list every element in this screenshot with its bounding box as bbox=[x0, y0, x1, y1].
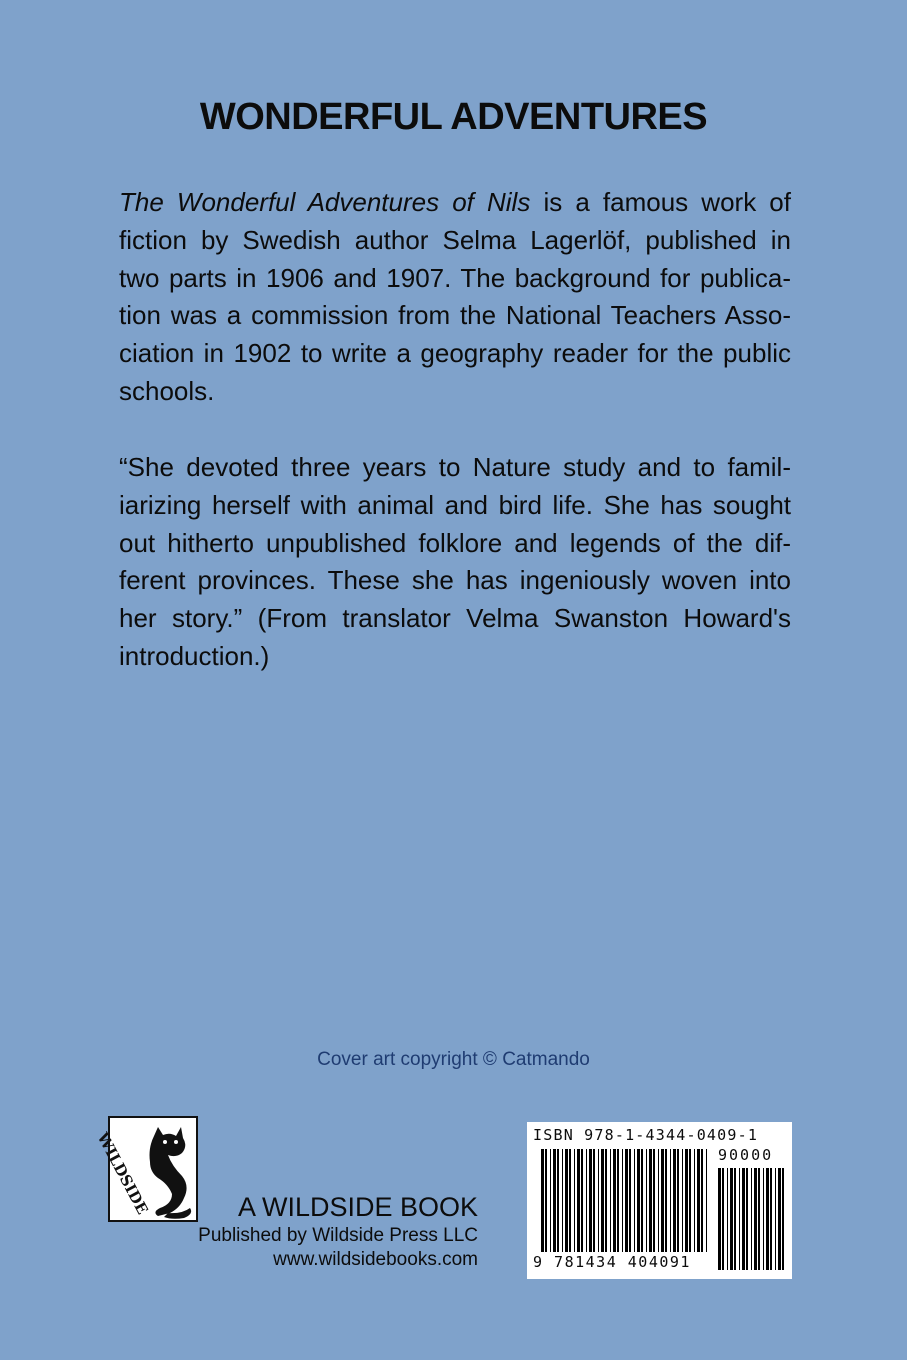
barcode-bar bbox=[598, 1149, 599, 1252]
barcode-bar bbox=[637, 1149, 640, 1252]
barcode-bar bbox=[751, 1168, 752, 1270]
barcode-bar bbox=[734, 1168, 736, 1270]
barcode-bar bbox=[746, 1168, 748, 1270]
barcode-bar bbox=[613, 1149, 616, 1252]
description-line-1-rest: is a famous work of bbox=[543, 187, 791, 217]
description-line: ciation in 1902 to write a geography reader for the public bbox=[119, 338, 791, 369]
barcode-bar bbox=[685, 1149, 688, 1252]
description-line: schools. bbox=[119, 375, 215, 406]
barcode-addon: 90000 bbox=[718, 1146, 774, 1164]
barcode-bar bbox=[694, 1149, 695, 1252]
barcode-bar bbox=[758, 1168, 760, 1270]
barcode-bar bbox=[617, 1149, 619, 1252]
barcode-bar bbox=[697, 1149, 700, 1252]
quote-line: ferent provinces. These she has ingeniously woven into bbox=[119, 565, 791, 596]
barcode-bar bbox=[569, 1149, 571, 1252]
barcode-bar bbox=[641, 1149, 643, 1252]
barcode-bar bbox=[722, 1168, 724, 1270]
translator-quote bbox=[119, 449, 791, 676]
quote-line: her story.” (From translator Velma Swanston Howard's bbox=[119, 603, 791, 634]
barcode-bar bbox=[718, 1168, 721, 1270]
barcode-bar bbox=[601, 1149, 604, 1252]
quote-line: “She devoted three years to Nature study and to famil- bbox=[119, 452, 791, 482]
barcode-bar bbox=[766, 1168, 769, 1270]
barcode-bar bbox=[562, 1149, 563, 1252]
cover-title: WONDERFUL ADVENTURES bbox=[199, 96, 708, 138]
barcode-bar bbox=[622, 1149, 623, 1252]
barcode-bar bbox=[701, 1149, 703, 1252]
cover-art-credit: Cover art copyright © Catmando bbox=[317, 1049, 590, 1070]
barcode-bar bbox=[550, 1149, 551, 1252]
quote-line: iarizing herself with animal and bird life. She has sought bbox=[119, 489, 791, 520]
barcode-bar bbox=[661, 1149, 664, 1252]
description-line: two parts in 1906 and 1907. The background for publica- bbox=[119, 262, 791, 293]
barcode-bar bbox=[610, 1149, 611, 1252]
barcode-bar bbox=[646, 1149, 647, 1252]
barcode-bar bbox=[670, 1149, 671, 1252]
barcode-bar bbox=[778, 1168, 781, 1270]
barcode-bar bbox=[658, 1149, 659, 1252]
barcode-bar bbox=[782, 1168, 784, 1270]
description-line bbox=[119, 184, 791, 222]
barcode-bar bbox=[625, 1149, 628, 1252]
barcode-bar bbox=[673, 1149, 676, 1252]
quote-line: introduction.) bbox=[119, 640, 270, 671]
barcode-bar bbox=[682, 1149, 683, 1252]
barcode-bar bbox=[565, 1149, 568, 1252]
barcode-bar bbox=[605, 1149, 607, 1252]
barcode-bar bbox=[677, 1149, 679, 1252]
barcode-bar bbox=[775, 1168, 776, 1270]
publisher-website: www.wildsidebooks.com bbox=[273, 1249, 478, 1270]
barcode-bar bbox=[574, 1149, 575, 1252]
description-line: fiction by Swedish author Selma Lagerlöf, published in bbox=[119, 224, 791, 255]
barcode-bar bbox=[689, 1149, 691, 1252]
barcode-bar bbox=[629, 1149, 631, 1252]
barcode-bar bbox=[586, 1149, 587, 1252]
barcode-bar bbox=[665, 1149, 667, 1252]
logo-text: WILDSIDE bbox=[93, 1129, 152, 1218]
book-title-italic: The Wonderful Adventures of Nils bbox=[119, 187, 531, 217]
barcode-bar bbox=[730, 1168, 733, 1270]
barcode-bar bbox=[545, 1149, 547, 1252]
barcode-bar bbox=[763, 1168, 764, 1270]
publisher-name: A WILDSIDE BOOK bbox=[237, 1192, 478, 1222]
barcode-bar bbox=[541, 1149, 544, 1252]
barcode-bar bbox=[739, 1168, 740, 1270]
barcode-bar bbox=[649, 1149, 652, 1252]
barcode-bar bbox=[653, 1149, 655, 1252]
published-by: Published by Wildside Press LLC bbox=[198, 1225, 478, 1246]
barcode-bar bbox=[577, 1149, 580, 1252]
ean-number: 9 781434 404091 bbox=[533, 1253, 691, 1271]
isbn-number: ISBN 978-1-4344-0409-1 bbox=[533, 1126, 759, 1144]
barcode-bar bbox=[553, 1149, 556, 1252]
quote-line: out hitherto unpublished folklore and legends of the dif- bbox=[119, 527, 791, 558]
barcode-bar bbox=[770, 1168, 772, 1270]
book-description bbox=[119, 184, 791, 411]
barcode-bar bbox=[557, 1149, 559, 1252]
barcode-bar bbox=[727, 1168, 728, 1270]
publisher-info bbox=[170, 1190, 478, 1272]
barcode-bar bbox=[581, 1149, 583, 1252]
barcode-bar bbox=[706, 1149, 707, 1252]
isbn-barcode bbox=[527, 1122, 792, 1279]
barcode-bar bbox=[589, 1149, 592, 1252]
barcode-bar bbox=[742, 1168, 745, 1270]
barcode-bar bbox=[634, 1149, 635, 1252]
barcode-bar bbox=[754, 1168, 757, 1270]
barcode-bar bbox=[593, 1149, 595, 1252]
description-line: tion was a commission from the National Teachers Asso- bbox=[119, 300, 791, 331]
